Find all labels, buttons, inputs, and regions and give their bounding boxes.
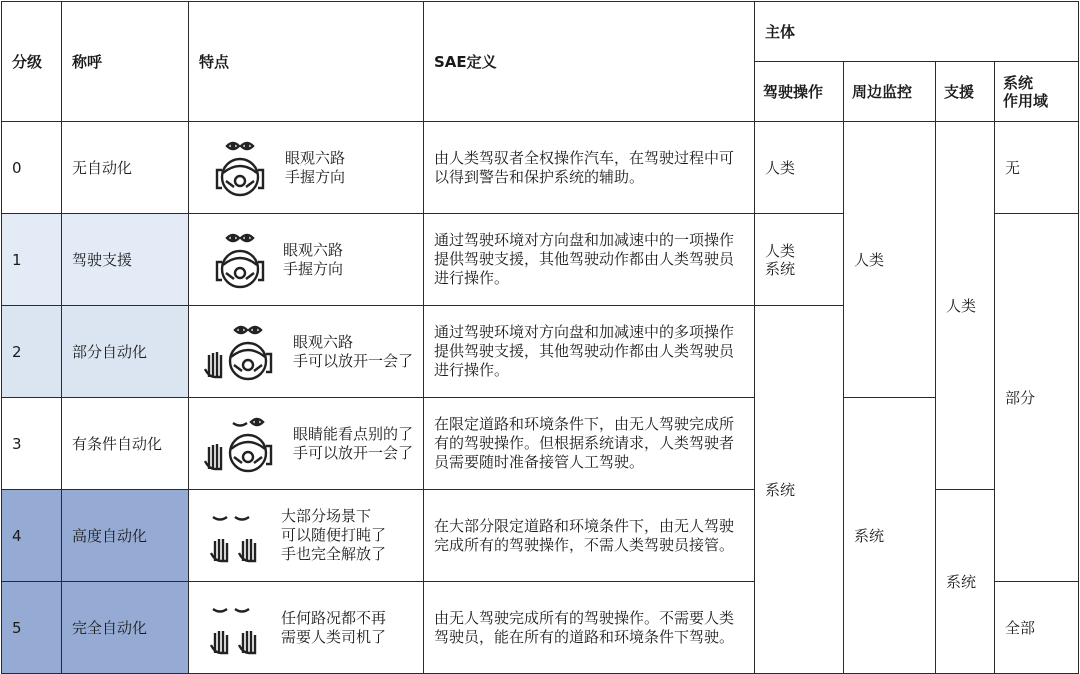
level-cell: 4 (2, 490, 62, 582)
feature-cell (189, 398, 424, 490)
feature-line: 眼观六路 (293, 332, 354, 351)
sae-definition-cell: 在限定道路和环境条件下，由无人驾驶完成所有的驾驶操作。但根据系统请求，人类驾驶者员需要随时准备接管人工驾驶。 (424, 398, 755, 490)
header-drive-operation: 驾驶操作 (755, 62, 844, 122)
half-eyes-hand-steering-wheel-icon (201, 413, 291, 475)
support-cell: 人类 (936, 122, 995, 490)
name-cell: 完全自动化 (62, 582, 189, 674)
header-name: 称呼 (62, 2, 189, 122)
header-odd (995, 62, 1079, 122)
eyes-hand-steering-wheel-icon (201, 321, 291, 383)
drive-op-cell: 人类 (755, 122, 844, 214)
feature-line: 手可以放开一会了 (293, 351, 414, 370)
feature-cell (189, 582, 424, 674)
header-subject: 主体 (755, 2, 1079, 62)
drive-op-line: 系统 (765, 259, 796, 278)
sae-definition-cell: 在大部分限定道路和环境条件下，由无人驾驶完成所有的驾驶操作，不需人类驾驶员接管。 (424, 490, 755, 582)
feature-line: 眼观六路 (283, 240, 344, 259)
feature-cell (189, 490, 424, 582)
feature-cell (189, 122, 424, 214)
level-cell: 2 (2, 306, 62, 398)
drive-op-line: 人类 (765, 241, 796, 260)
eyes-steering-wheel-icon (203, 137, 283, 199)
feature-line: 手握方向 (283, 259, 344, 278)
header-surround-monitoring: 周边监控 (844, 62, 936, 122)
name-cell: 有条件自动化 (62, 398, 189, 490)
feature-line: 手可以放开一会了 (293, 443, 414, 462)
feature-line: 眼观六路 (285, 148, 346, 167)
support-cell: 系统 (936, 490, 995, 674)
drive-op-cell: 系统 (755, 306, 844, 674)
table-row (2, 122, 1079, 214)
feature-cell (189, 214, 424, 306)
level-cell: 0 (2, 122, 62, 214)
header-odd-line1: 系统 (1003, 73, 1034, 92)
sae-levels-table (1, 1, 1079, 674)
sae-definition-cell: 由人类驾驭者全权操作汽车，在驾驶过程中可以得到警告和保护系统的辅助。 (424, 122, 755, 214)
closed-eyes-hands-icon (205, 505, 277, 567)
odd-cell: 全部 (995, 582, 1079, 674)
header-level: 分级 (2, 2, 62, 122)
name-cell: 高度自动化 (62, 490, 189, 582)
feature-line: 眼睛能看点别的了 (293, 424, 414, 443)
feature-cell (189, 306, 424, 398)
level-cell: 1 (2, 214, 62, 306)
monitor-cell: 人类 (844, 122, 936, 398)
feature-line: 需要人类司机了 (281, 627, 387, 646)
eyes-steering-wheel-icon (203, 229, 283, 291)
sae-definition-cell: 通过驾驶环境对方向盘和加减速中的多项操作提供驾驶支援，其他驾驶动作都由人类驾驶员进行操作。 (424, 306, 755, 398)
table-row (2, 398, 1079, 490)
odd-cell: 部分 (995, 214, 1079, 582)
feature-line: 任何路况都不再 (281, 608, 387, 627)
sae-definition-cell: 通过驾驶环境对方向盘和加减速中的一项操作提供驾驶支援，其他驾驶动作都由人类驾驶员进行操作。 (424, 214, 755, 306)
header-feature: 特点 (189, 2, 424, 122)
name-cell: 部分自动化 (62, 306, 189, 398)
header-support: 支援 (936, 62, 995, 122)
sae-definition-cell: 由无人驾驶完成所有的驾驶操作。不需要人类驾驶员，能在所有的道路和环境条件下驾驶。 (424, 582, 755, 674)
feature-line: 手也完全解放了 (281, 545, 387, 563)
name-cell: 无自动化 (62, 122, 189, 214)
level-cell: 5 (2, 582, 62, 674)
odd-cell: 无 (995, 122, 1079, 214)
header-odd-line2: 作用域 (1003, 91, 1049, 110)
monitor-cell: 系统 (844, 398, 936, 674)
closed-eyes-hands-icon (205, 597, 277, 659)
header-sae-definition: SAE定义 (424, 2, 755, 122)
feature-line: 可以随便打盹了 (281, 526, 387, 544)
drive-op-cell (755, 214, 844, 306)
feature-line: 大部分场景下 (281, 507, 372, 525)
feature-line: 手握方向 (285, 167, 346, 186)
name-cell: 驾驶支援 (62, 214, 189, 306)
level-cell: 3 (2, 398, 62, 490)
